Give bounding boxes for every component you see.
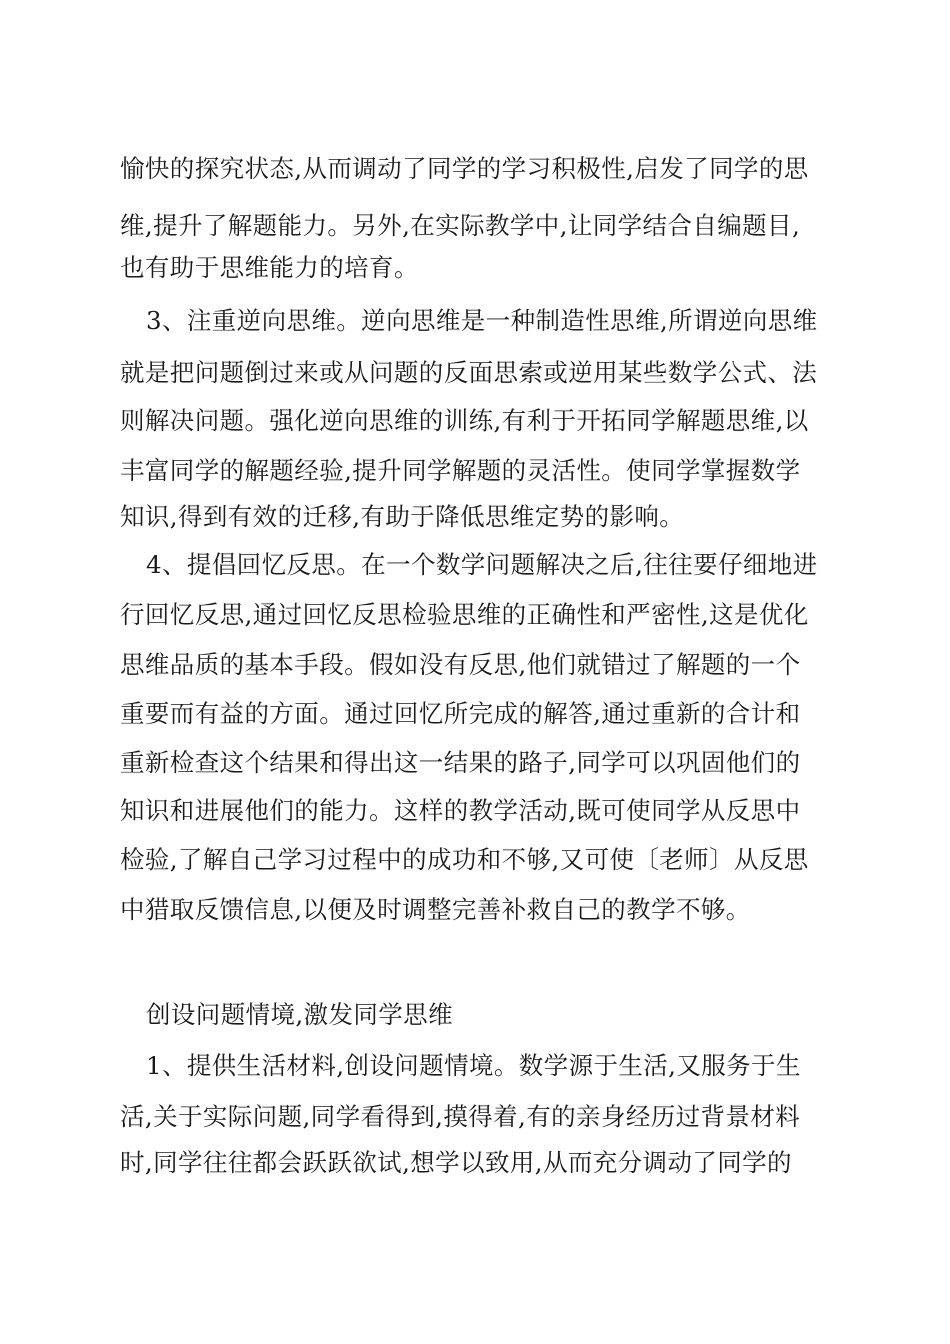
text-line: 4、提倡回忆反思。在一个数学问题解决之后,往往要仔细地进: [146, 550, 818, 579]
text-line: 中猎取反馈信息,以便及时调整完善补救自己的教学不够。: [120, 895, 751, 924]
text-line: 思维品质的基本手段。假如没有反思,他们就错过了解题的一个: [120, 650, 801, 679]
text-line: 知识,得到有效的迁移,有助于降低思维定势的影响。: [120, 502, 685, 531]
text-line: 行回忆反思,通过回忆反思检验思维的正确性和严密性,这是优化: [120, 600, 809, 629]
text-line: 就是把问题倒过来或从问题的反面思索或逆用某些数学公式、法: [120, 358, 818, 387]
text-line: 知识和进展他们的能力。这样的教学活动,既可使同学从反思中: [120, 796, 801, 825]
text-line: 则解决问题。强化逆向思维的训练,有利于开拓同学解题思维,以: [120, 406, 809, 435]
text-line: 检验,了解自己学习过程中的成功和不够,又可使〔老师〕从反思: [120, 845, 809, 874]
text-line: 重要而有益的方面。通过回忆所完成的解答,通过重新的合计和: [120, 699, 801, 728]
text-line: 3、注重逆向思维。逆向思维是一种制造性思维,所谓逆向思维: [146, 306, 818, 335]
text-line: 1、提供生活材料,创设问题情境。数学源于生活,又服务于生: [146, 1051, 801, 1080]
text-line: 丰富同学的解题经验,提升同学解题的灵活性。使同学掌握数学: [120, 456, 801, 485]
text-line: 愉快的探究状态,从而调动了同学的学习积极性,启发了同学的思: [120, 154, 809, 183]
section-heading: 创设问题情境,激发同学思维: [146, 1000, 453, 1029]
text-line: 活,关于实际问题,同学看得到,摸得着,有的亲身经历过背景材料: [120, 1102, 801, 1131]
text-line: 时,同学往往都会跃跃欲试,想学以致用,从而充分调动了同学的: [120, 1148, 792, 1177]
text-line: 也有助于思维能力的培育。: [120, 253, 419, 282]
text-line: 重新检查这个结果和得出这一结果的路子,同学可以巩固他们的: [120, 748, 801, 777]
text-line: 维,提升了解题能力。另外,在实际教学中,让同学结合自编题目,: [120, 211, 801, 240]
